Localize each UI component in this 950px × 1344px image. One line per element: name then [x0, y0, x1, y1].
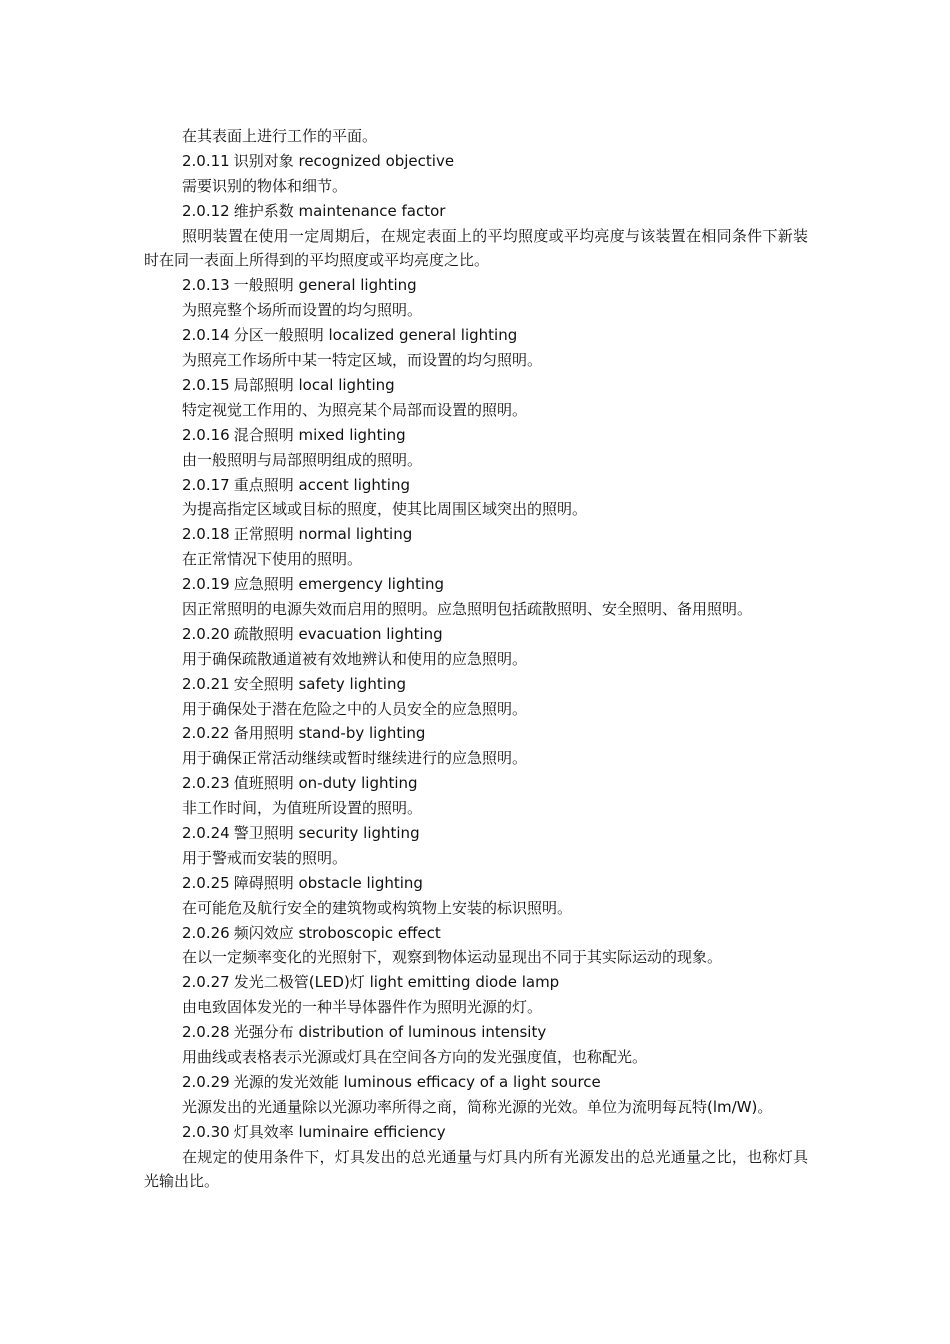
term-number: 2.0.27 [182, 973, 230, 992]
term-number: 2.0.23 [182, 774, 230, 793]
term-title: 频闪效应 stroboscopic effect [233, 923, 441, 942]
term-number: 2.0.19 [182, 575, 230, 594]
term-title: 正常照明 normal lighting [233, 525, 413, 544]
term-number: 2.0.18 [182, 525, 230, 544]
term-number: 2.0.21 [182, 674, 230, 693]
term-heading-2-0-11 [144, 149, 814, 174]
term-heading-2-0-16 [144, 423, 814, 448]
definition-paragraph: 在规定的使用条件下，灯具发出的总光通量与灯具内所有光源发出的总光通量之比，也称灯具光输出比。 [144, 1147, 808, 1191]
definition-text: 在其表面上进行工作的平面。 [182, 127, 378, 145]
definition-paragraph: 照明装置在使用一定周期后，在规定表面上的平均照度或平均亮度与该装置在相同条件下新装时在同一表面上所得到的平均照度或平均亮度之比。 [144, 226, 808, 270]
term-heading-2-0-21 [144, 672, 814, 697]
definition-text: 用曲线或表格表示光源或灯具在空间各方向的发光强度值，也称配光。 [182, 1047, 648, 1066]
term-title: 发光二极管(LED)灯 light emitting diode lamp [233, 973, 560, 992]
term-title: 安全照明 safety lighting [233, 674, 406, 693]
definition-text: 非工作时间，为值班所设置的照明。 [182, 799, 423, 818]
definition-text: 由电致固体发光的一种半导体器件作为照明光源的灯。 [182, 998, 543, 1017]
term-heading-2-0-20 [144, 622, 814, 647]
term-number: 2.0.11 [182, 151, 230, 170]
term-heading-2-0-26 [144, 921, 814, 946]
definition-paragraph: 光源发出的光通量除以光源功率所得之商，简称光源的光效。单位为流明每瓦特(lm/W)。 [182, 1097, 773, 1116]
term-heading-2-0-12 [144, 199, 814, 224]
term-heading-2-0-30 [144, 1120, 814, 1145]
term-number: 2.0.29 [182, 1072, 230, 1091]
term-heading-2-0-23 [144, 771, 814, 796]
definition-text: 特定视觉工作用的、为照亮某个局部而设置的照明。 [182, 400, 528, 419]
term-title: 光强分布 distribution of luminous intensity [233, 1023, 547, 1042]
term-number: 2.0.16 [182, 425, 230, 444]
definition-text: 在以一定频率变化的光照射下，观察到物体运动显现出不同于其实际运动的现象。 [182, 948, 723, 967]
term-title: 一般照明 general lighting [233, 276, 417, 295]
term-title: 备用照明 stand-by lighting [233, 724, 426, 743]
term-heading-2-0-15 [144, 373, 814, 398]
term-number: 2.0.30 [182, 1122, 230, 1141]
definition-text: 在可能危及航行安全的建筑物或构筑物上安装的标识照明。 [182, 898, 573, 917]
term-number: 2.0.13 [182, 276, 230, 295]
term-title: 局部照明 local lighting [233, 375, 395, 394]
term-number: 2.0.12 [182, 201, 230, 220]
term-title: 障碍照明 obstacle lighting [233, 873, 423, 892]
term-title: 警卫照明 security lighting [233, 823, 420, 842]
definition-text: 为照亮整个场所而设置的均匀照明。 [182, 301, 423, 320]
term-heading-2-0-24 [144, 821, 814, 846]
term-heading-2-0-18 [144, 522, 814, 547]
definition-text: 用于确保疏散通道被有效地辨认和使用的应急照明。 [182, 649, 528, 668]
definition-text: 在正常情况下使用的照明。 [182, 550, 363, 569]
term-number: 2.0.24 [182, 823, 230, 842]
term-number: 2.0.17 [182, 475, 230, 494]
document-body [144, 124, 814, 1194]
definition-text: 由一般照明与局部照明组成的照明。 [182, 450, 423, 469]
term-heading-2-0-28 [144, 1020, 814, 1045]
term-heading-2-0-17 [144, 473, 814, 498]
term-title: 灯具效率 luminaire efficiency [233, 1122, 446, 1141]
definition-text: 因正常照明的电源失效而启用的照明。应急照明包括疏散照明、安全照明、备用照明。 [182, 599, 753, 618]
term-heading-2-0-29 [144, 1070, 814, 1095]
term-number: 2.0.15 [182, 375, 230, 394]
term-number: 2.0.28 [182, 1023, 230, 1042]
definition-text: 用于确保处于潜在危险之中的人员安全的应急照明。 [182, 699, 528, 718]
term-heading-2-0-22 [144, 721, 814, 746]
definition-text: 为提高指定区域或目标的照度，使其比周围区域突出的照明。 [182, 500, 588, 519]
term-heading-2-0-19 [144, 572, 814, 597]
term-number: 2.0.22 [182, 724, 230, 743]
term-number: 2.0.20 [182, 624, 230, 643]
term-title: 疏散照明 evacuation lighting [233, 624, 443, 643]
term-title: 识别对象 recognized objective [233, 151, 455, 170]
term-title: 维护系数 maintenance factor [233, 201, 446, 220]
term-title: 光源的发光效能 luminous efficacy of a light source [233, 1072, 601, 1091]
definition-text: 为照亮工作场所中某一特定区域，而设置的均匀照明。 [182, 351, 543, 370]
definition-text: 需要识别的物体和细节。 [182, 176, 348, 195]
term-heading-2-0-13 [144, 273, 814, 298]
term-heading-2-0-25 [144, 871, 814, 896]
term-number: 2.0.25 [182, 873, 230, 892]
term-number: 2.0.26 [182, 923, 230, 942]
definition-text: 用于确保正常活动继续或暂时继续进行的应急照明。 [182, 749, 528, 768]
term-number: 2.0.14 [182, 326, 230, 345]
term-title: 分区一般照明 localized general lighting [233, 326, 518, 345]
term-heading-2-0-27 [144, 970, 814, 995]
term-title: 应急照明 emergency lighting [233, 575, 445, 594]
term-title: 重点照明 accent lighting [233, 475, 410, 494]
definition-text: 用于警戒而安装的照明。 [182, 848, 348, 867]
term-title: 混合照明 mixed lighting [233, 425, 406, 444]
term-heading-2-0-14 [144, 323, 814, 348]
term-title: 值班照明 on-duty lighting [233, 774, 418, 793]
